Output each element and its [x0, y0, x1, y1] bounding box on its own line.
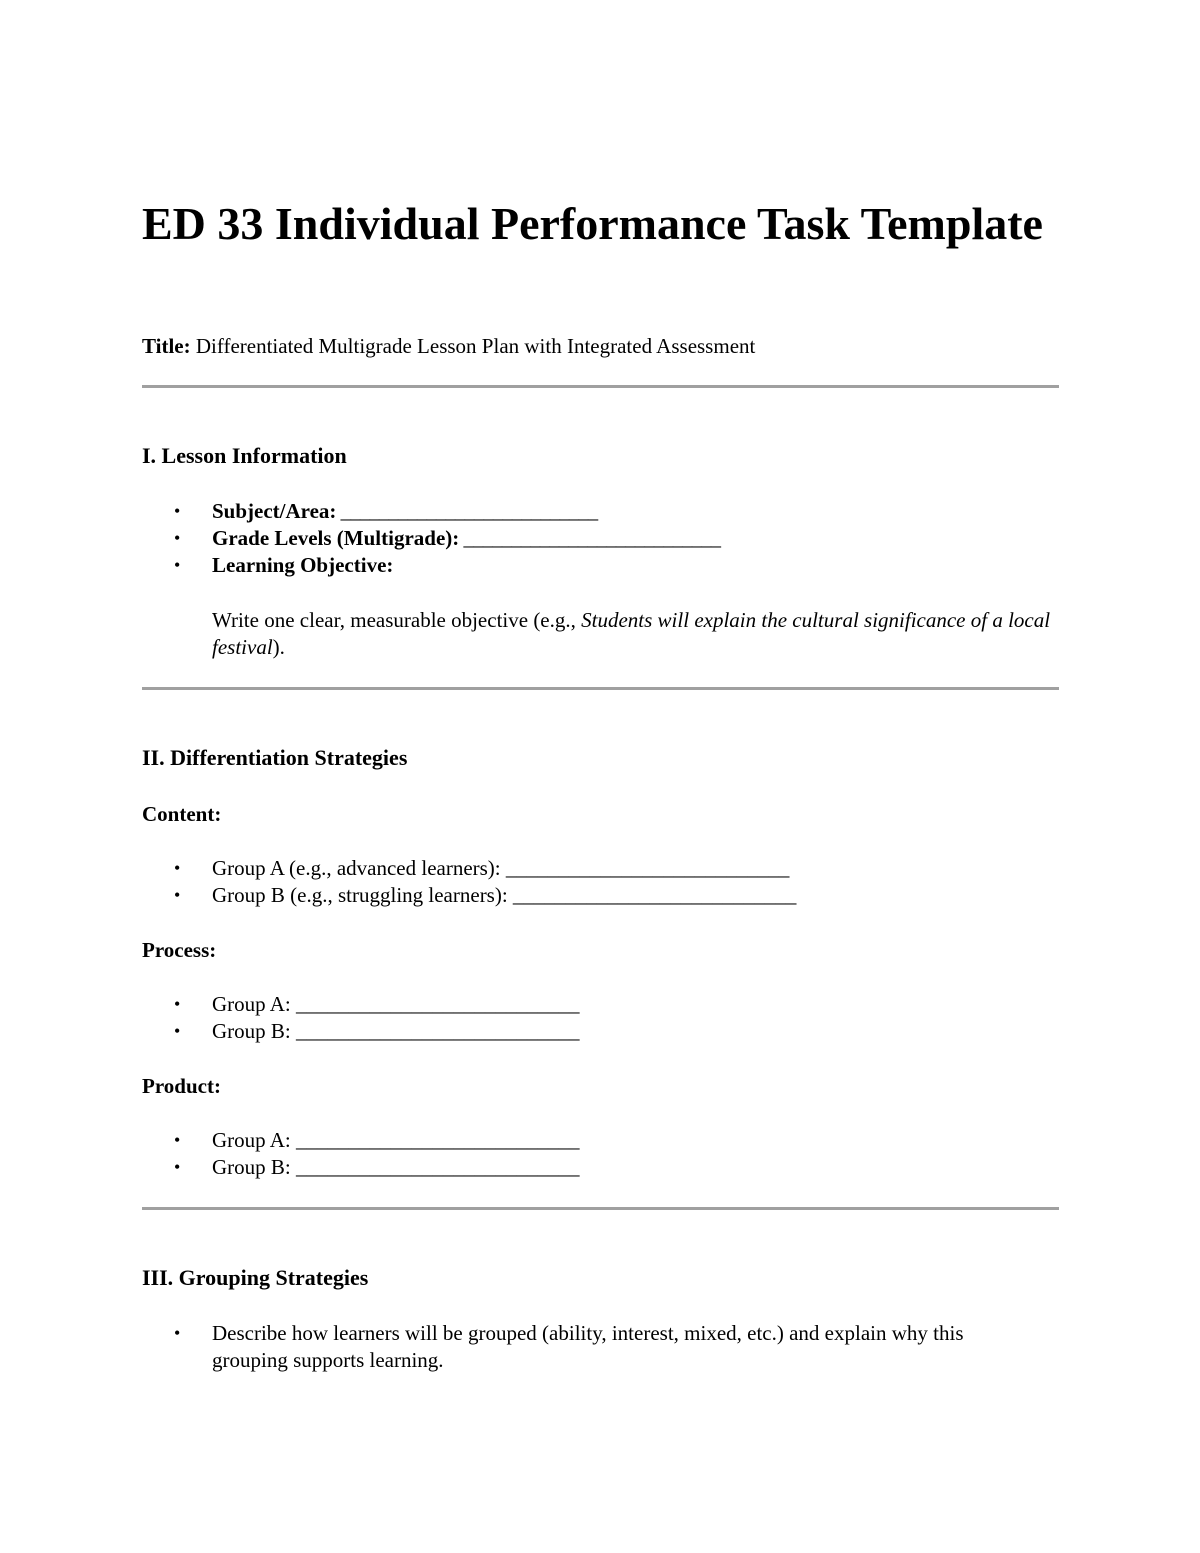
- bullet-icon: •: [174, 528, 181, 548]
- title-label: Title:: [142, 334, 191, 358]
- objective-example: Students will explain the cultural significance of a local festival: [212, 608, 1051, 659]
- list-item: [142, 882, 1059, 909]
- document-title: ED 33 Individual Performance Task Template: [142, 198, 1043, 249]
- product-label: Product:: [142, 1074, 221, 1098]
- bullet-icon: •: [174, 994, 181, 1014]
- content-label: Content:: [142, 802, 222, 826]
- list-item-text[interactable]: Group A (e.g., advanced learners): ___________________________: [212, 856, 790, 880]
- field-label: Subject/Area:: [212, 499, 337, 523]
- bullet-icon: •: [174, 1021, 181, 1041]
- section-heading-lesson-information: I. Lesson Information: [142, 443, 347, 468]
- list-item: [142, 855, 1059, 882]
- process-list: [142, 991, 1059, 1045]
- list-item-text: Describe how learners will be grouped (ability, interest, mixed, etc.) and explain why this grouping supports learning.: [212, 1321, 964, 1372]
- field-label: Learning Objective:: [212, 553, 394, 577]
- bullet-icon: •: [174, 501, 181, 521]
- divider: [142, 1207, 1059, 1210]
- section-heading-grouping-strategies: III. Grouping Strategies: [142, 1265, 369, 1290]
- title-line: [142, 332, 755, 360]
- list-item: [142, 525, 1059, 552]
- grouping-list: [142, 1320, 1059, 1374]
- bullet-icon: •: [174, 555, 181, 575]
- objective-instructions: [212, 607, 1062, 661]
- divider: [142, 385, 1059, 388]
- process-label: Process:: [142, 938, 217, 962]
- field-blank[interactable]: ___________________________: [459, 526, 721, 550]
- field-blank[interactable]: ___________________________: [336, 499, 598, 523]
- list-item-text[interactable]: Group B: ___________________________: [212, 1155, 580, 1179]
- lesson-info-list: [142, 498, 1059, 579]
- list-item: [142, 1018, 1059, 1045]
- bullet-icon: •: [174, 1157, 181, 1177]
- bullet-icon: •: [174, 885, 181, 905]
- divider: [142, 687, 1059, 690]
- list-item: [142, 1127, 1059, 1154]
- list-item: [142, 552, 1059, 579]
- bullet-icon: •: [174, 858, 181, 878]
- list-item: [142, 1320, 992, 1374]
- list-item: [142, 1154, 1059, 1181]
- product-list: [142, 1127, 1059, 1181]
- list-item-text[interactable]: Group A: ___________________________: [212, 1128, 580, 1152]
- list-item-text[interactable]: Group B: ___________________________: [212, 1019, 580, 1043]
- objective-prefix: Write one clear, measurable objective (e.g.,: [212, 608, 582, 632]
- bullet-icon: •: [174, 1130, 181, 1150]
- list-item-text[interactable]: Group B (e.g., struggling learners): ___________________________: [212, 883, 797, 907]
- content-list: [142, 855, 1059, 909]
- objective-suffix: ).: [272, 635, 285, 659]
- list-item: [142, 498, 1059, 525]
- list-item-text[interactable]: Group A: ___________________________: [212, 992, 580, 1016]
- title-value: Differentiated Multigrade Lesson Plan with Integrated Assessment: [190, 334, 756, 358]
- bullet-icon: •: [174, 1323, 181, 1343]
- field-label: Grade Levels (Multigrade):: [212, 526, 460, 550]
- list-item: [142, 991, 1059, 1018]
- section-heading-differentiation-strategies: II. Differentiation Strategies: [142, 745, 408, 770]
